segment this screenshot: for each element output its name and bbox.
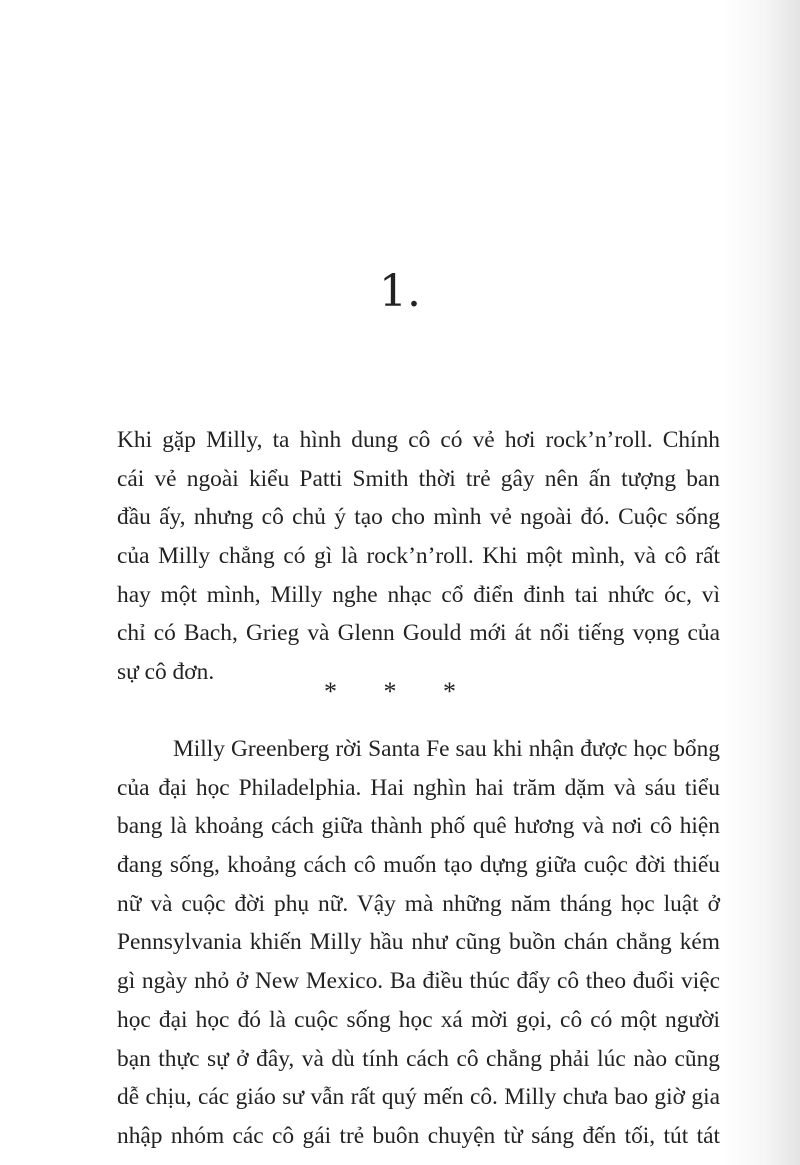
paragraph-1 <box>117 421 720 692</box>
paragraph-line: đầu ấy, nhưng cô chủ ý tạo cho mình vẻ ngoài đó. Cuộc sống <box>117 504 720 531</box>
paragraph-line: dễ chịu, các giáo sư vẫn rất quý mến cô. Milly chưa bao giờ gia <box>117 1084 720 1111</box>
paragraph-line: bang là khoảng cách giữa thành phố quê hương và nơi cô hiện <box>117 813 720 840</box>
paragraph-line: gì ngày nhỏ ở New Mexico. Ba điều thúc đẩy cô theo đuổi việc <box>117 968 720 995</box>
chapter-number: 1. <box>379 266 421 317</box>
paragraph-line: đang sống, khoảng cách cô muốn tạo dựng giữa cuộc đời thiếu <box>117 852 720 879</box>
paragraph-line: chỉ có Bach, Grieg và Glenn Gould mới át nổi tiếng vọng của <box>117 620 720 647</box>
paragraph-line: học đại học đó là cuộc sống học xá mời gọi, cô có một người <box>117 1006 720 1033</box>
paragraph-line: bạn thực sự ở đây, và dù tính cách cô chẳng phải lúc nào cũng <box>117 1045 720 1072</box>
paragraph-line: sự cô đơn. <box>117 659 215 686</box>
paragraph-line: nhập nhóm các cô gái trẻ buôn chuyện từ sáng đến tối, tút tát <box>117 1122 720 1149</box>
paragraph-line: Pennsylvania khiến Milly hầu như cũng buồn chán chẳng kém <box>117 929 720 956</box>
paragraph-line: nữ và cuộc đời phụ nữ. Vậy mà những năm tháng học luật ở <box>117 890 720 917</box>
section-separator: * * * <box>324 677 476 706</box>
paragraph-line: cái vẻ ngoài kiểu Patti Smith thời trẻ gây nên ấn tượng ban <box>117 465 720 492</box>
page-edge-shadow <box>722 0 800 1165</box>
paragraph-line: Milly Greenberg rời Santa Fe sau khi nhận được học bổng <box>173 736 720 762</box>
paragraph-2 <box>117 730 720 1156</box>
paragraph-line: của đại học Philadelphia. Hai nghìn hai trăm dặm và sáu tiểu <box>117 774 720 801</box>
paragraph-line: hay một mình, Milly nghe nhạc cổ điển đinh tai nhức óc, vì <box>117 581 720 608</box>
paragraph-line: của Milly chẳng có gì là rock’n’roll. Khi một mình, và cô rất <box>117 543 720 570</box>
paragraph-line: Khi gặp Milly, ta hình dung cô có vẻ hơi rock’n’roll. Chính <box>117 427 720 453</box>
